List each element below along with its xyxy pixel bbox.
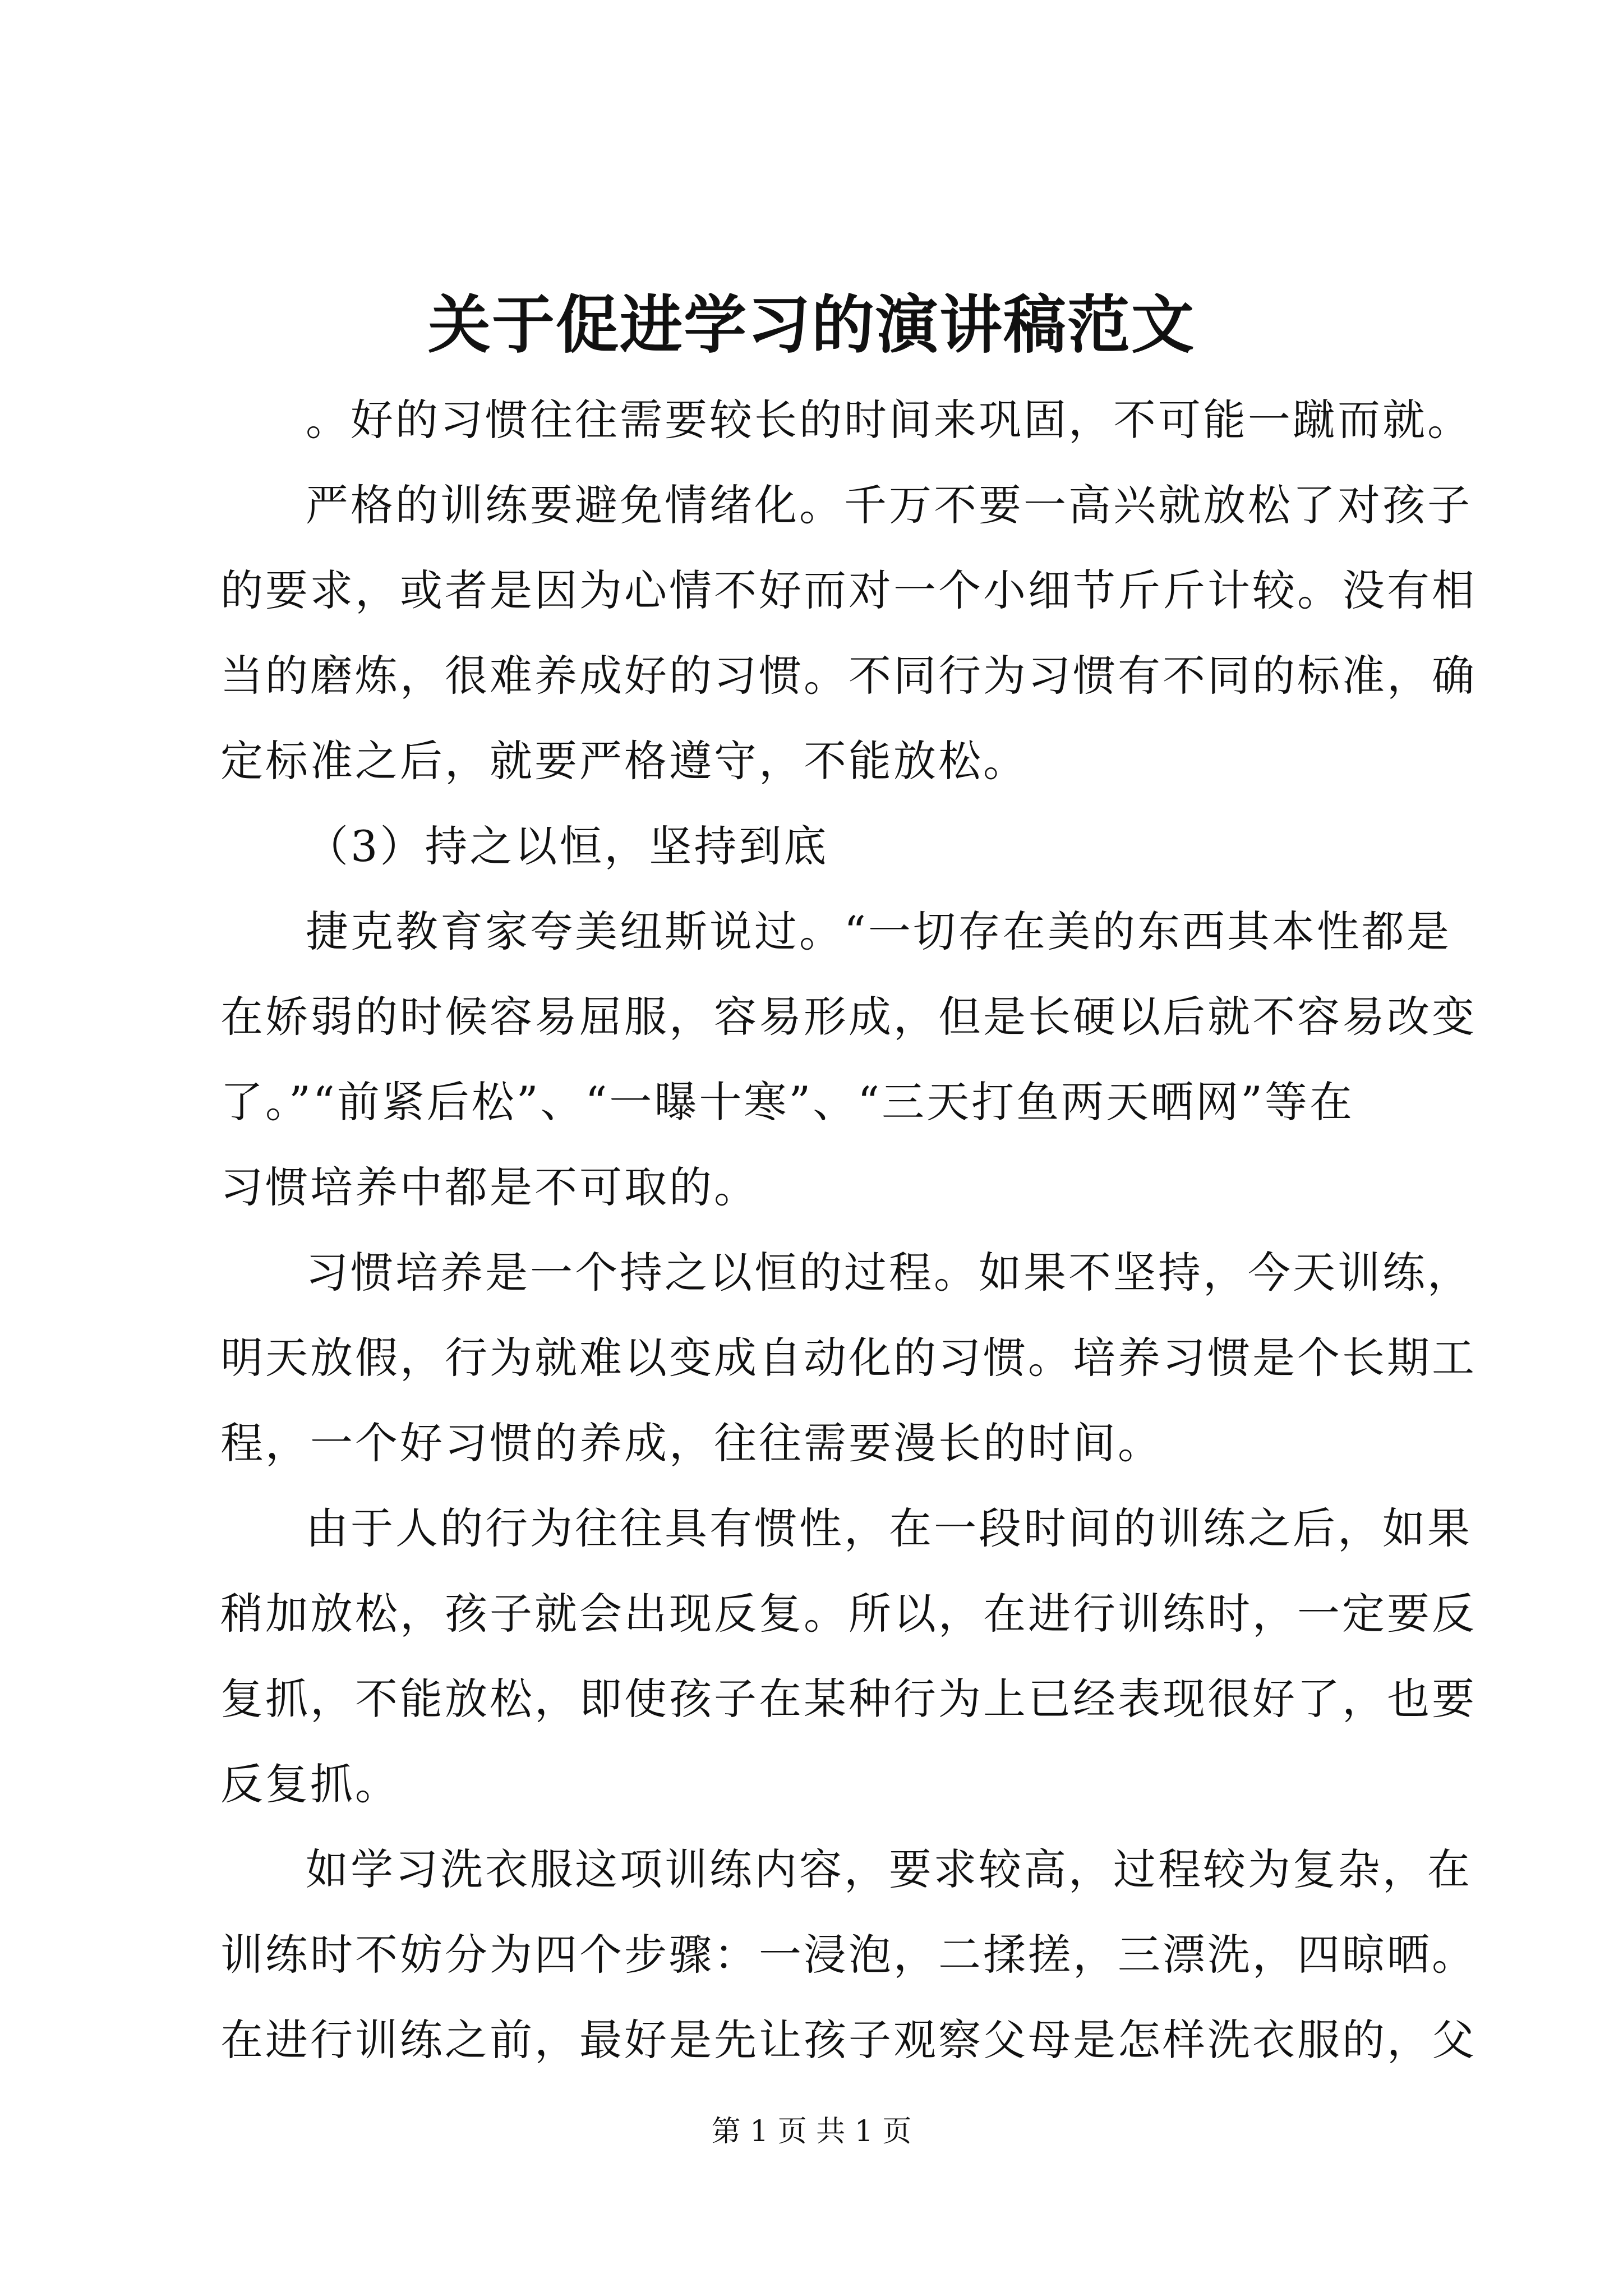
text-line: 训练时不妨分为四个步骤：一浸泡，二揉搓，三漂洗，四晾晒。 [220,1930,1477,1980]
text-line: 反复抓。 [220,1759,400,1809]
text-line: 。好的习惯往往需要较长的时间来巩固，不可能一蹴而就。 [306,395,1472,445]
text-line: 由于人的行为往往具有惯性，在一段时间的训练之后，如果 [306,1503,1472,1553]
text-line: 习惯培养中都是不可取的。 [220,1162,759,1212]
section-heading: （3）持之以恒，坚持到底 [306,821,829,871]
text-line: 严格的训练要避免情绪化。千万不要一高兴就放松了对孩子 [306,480,1472,530]
text-line: 当的磨炼，很难养成好的习惯。不同行为习惯有不同的标准，确 [220,651,1477,701]
text-line: 定标准之后，就要严格遵守，不能放松。 [220,736,1028,786]
page-footer: 第 1 页 共 1 页 [711,2115,912,2148]
text-line: 程，一个好习惯的养成，往往需要漫长的时间。 [220,1418,1163,1468]
text-line: 如学习洗衣服这项训练内容，要求较高，过程较为复杂，在 [306,1844,1472,1894]
page-title: 关于促进学习的演讲稿范文 [428,288,1195,362]
text-line: 明天放假，行为就难以变成自动化的习惯。培养习惯是个长期工 [220,1333,1477,1383]
text-line: 捷克教育家夸美纽斯说过。“一切存在美的东西其本性都是 [306,907,1451,956]
body-text [220,378,1477,2083]
text-line: 习惯培养是一个持之以恒的过程。如果不坚持，今天训练， [306,1248,1472,1297]
text-line: 了。”“前紧后松”、“一曝十寒”、“三天打鱼两天晒网”等在 [220,1077,1354,1127]
text-line: 复抓，不能放松，即使孩子在某种行为上已经表现很好了，也要 [220,1674,1477,1724]
text-line: 在进行训练之前，最好是先让孩子观察父母是怎样洗衣服的，父 [220,2015,1477,2065]
text-line: 在娇弱的时候容易屈服，容易形成，但是长硬以后就不容易改变 [220,992,1477,1042]
text-line: 稍加放松，孩子就会出现反复。所以，在进行训练时，一定要反 [220,1589,1477,1639]
text-line: 的要求，或者是因为心情不好而对一个小细节斤斤计较。没有相 [220,565,1477,615]
